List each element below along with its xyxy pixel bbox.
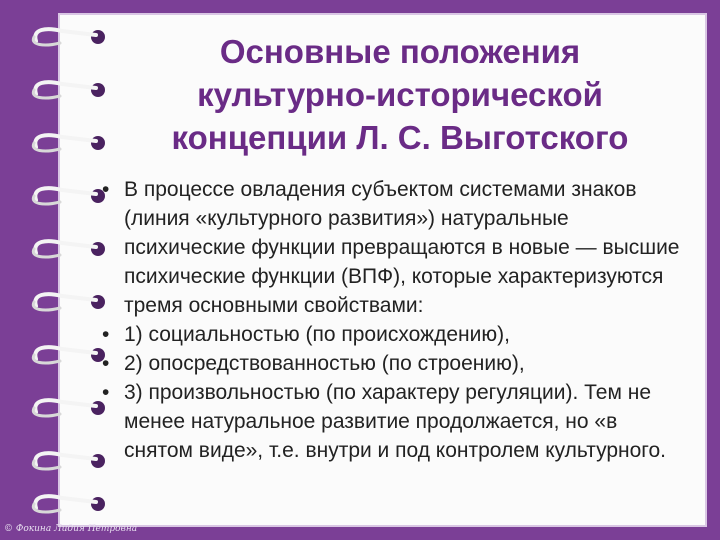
list-item bbox=[102, 175, 692, 320]
author-credit: © Фокина Лидия Петровна bbox=[4, 524, 138, 534]
bullet-icon: • bbox=[102, 178, 110, 201]
bullet-icon: • bbox=[102, 381, 110, 404]
bullet-icon: • bbox=[102, 352, 110, 375]
binding-ring-icon bbox=[22, 184, 112, 208]
list-item bbox=[102, 349, 692, 378]
binding-ring-icon bbox=[22, 396, 112, 420]
bullet-list bbox=[102, 175, 692, 465]
binding-ring-icon bbox=[22, 131, 112, 155]
slide-title: Основные положения культурно-исторической концепции Л. С. Выготского bbox=[171, 33, 629, 156]
list-item bbox=[102, 320, 692, 349]
binding-ring-icon bbox=[22, 237, 112, 261]
binding-ring-icon bbox=[22, 449, 112, 473]
binding-ring-icon bbox=[22, 78, 112, 102]
list-item-text: 3) произвольностью (по характеру регуляции). Тем не менее натуральное развитие продолжается, но «в снятом виде», т.е. внутри и под контролем культурного. bbox=[124, 381, 667, 462]
binding-ring-icon bbox=[22, 343, 112, 367]
list-item bbox=[102, 378, 692, 465]
binding-ring-icon bbox=[22, 290, 112, 314]
list-item-text: 1) социальностью (по происхождению), bbox=[124, 323, 510, 346]
list-item-text: В процессе овладения субъектом системами знаков (линия «культурного развития») натуральные психические функции превращаются в новые — высшие психические функции (ВПФ), которые характеризуются тремя основными свойствами: bbox=[124, 178, 680, 317]
list-item-text: 2) опосредствованностью (по строению), bbox=[124, 352, 525, 375]
bullet-icon: • bbox=[102, 323, 110, 346]
binding-ring-icon bbox=[22, 25, 112, 49]
binding-ring-icon bbox=[22, 492, 112, 516]
